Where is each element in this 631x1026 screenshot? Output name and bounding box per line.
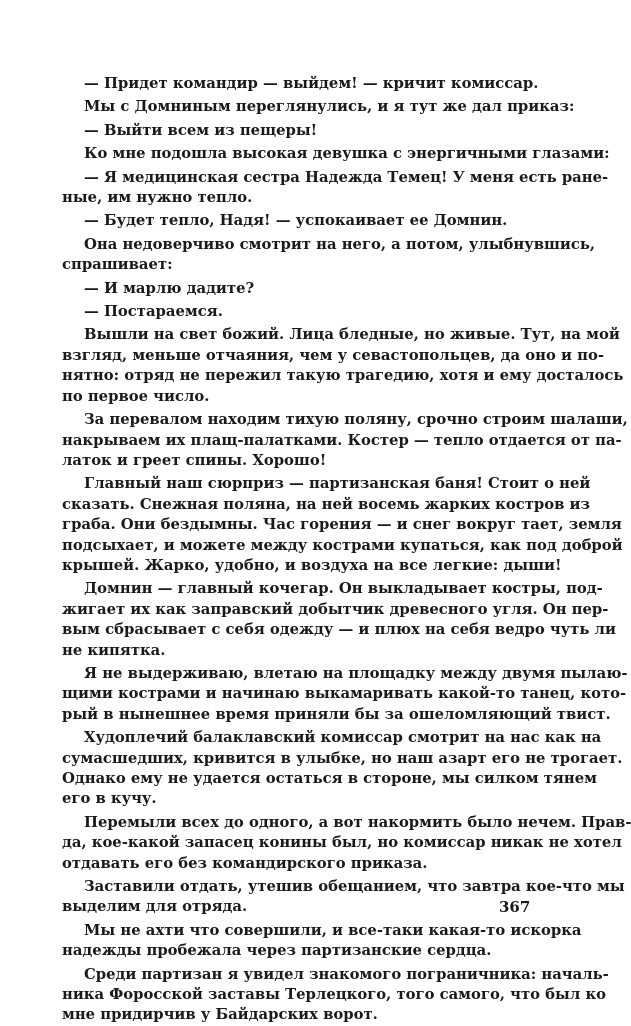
text-line: За перевалом находим тихую поляну, срочно строим шалаши, bbox=[84, 411, 628, 429]
text-line: надежды пробежала через партизанские сердца. bbox=[62, 942, 492, 960]
text-line: — Будет тепло, Надя! — успокаивает ее Домнин. bbox=[84, 212, 508, 230]
text-line: Мы с Домниным переглянулись, и я тут же дал приказ: bbox=[84, 98, 575, 116]
text-line: Она недоверчиво смотрит на него, а потом, улыбнувшись, bbox=[84, 235, 596, 253]
text-line: Мы не ахти что совершили, и все-таки какая-то искорка bbox=[84, 921, 582, 939]
text-line: сумасшедших, кривится в улыбке, но наш азарт его не трогает. bbox=[62, 749, 623, 767]
text-line: Перемыли всех до одного, а вот накормить было нечем. Прав- bbox=[84, 813, 631, 831]
text-line: взгляд, меньше отчаяния, чем у севастопольцев, да оно и по- bbox=[62, 346, 604, 364]
text-line: мне придирчив у Байдарских ворот. bbox=[62, 1006, 378, 1024]
text-line: накрываем их плащ-палатками. Костер — тепло отдается от па- bbox=[62, 431, 622, 449]
text-line: — И марлю дадите? bbox=[84, 279, 255, 297]
text-line: ника Форосской заставы Терлецкого, того самого, что был ко bbox=[62, 986, 607, 1004]
text-line: подсыхает, и можете между кострами купаться, как под доброй bbox=[62, 536, 623, 554]
text-line: — Придет командир — выйдем! — кричит комиссар. bbox=[84, 75, 539, 92]
text-line: по первое число. bbox=[62, 387, 210, 405]
text-line: не кипятка. bbox=[62, 641, 166, 659]
text-line: Домнин — главный кочегар. Он выкладывает костры, под- bbox=[84, 580, 603, 598]
text-line: жигает их как заправский добытчик древесного угля. Он пер- bbox=[62, 600, 609, 618]
text-line: Заставили отдать, утешив обещанием, что завтра кое-что мы bbox=[84, 878, 625, 896]
text-line: Главный наш сюрприз — партизанская баня! Стоит о ней bbox=[84, 475, 591, 493]
text-line: сказать. Снежная поляна, на ней восемь жарких костров из bbox=[62, 495, 590, 513]
text-line: да, кое-какой запасец конины был, но комиссар никак не хотел bbox=[62, 834, 622, 852]
text-line: Вышли на свет божий. Лица бледные, но живые. Тут, на мой bbox=[84, 326, 620, 344]
page-number: 367 bbox=[499, 898, 531, 916]
text-line: вым сбрасывает с себя одежду — и плюх на себя ведро чуть ли bbox=[62, 621, 616, 639]
text-line: его в кучу. bbox=[62, 790, 157, 808]
text-line: выделим для отряда. bbox=[62, 898, 248, 916]
text-line: — Постараемся. bbox=[84, 303, 223, 321]
text-line: — Выйти всем из пещеры! bbox=[84, 121, 318, 139]
text-line: латок и греет спины. Хорошо! bbox=[62, 451, 327, 469]
text-line: Среди партизан я увидел знакомого пограничника: началь- bbox=[84, 965, 609, 983]
text-line: отдавать его без командирского приказа. bbox=[62, 854, 428, 872]
text-line: Худоплечий балаклавский комиссар смотрит на нас как на bbox=[84, 729, 602, 747]
text-line: щими кострами и начинаю выкамаривать какой-то танец, кото- bbox=[62, 685, 627, 703]
text-line: спрашивает: bbox=[62, 256, 173, 274]
text-line: рый в нынешнее время приняли бы за ошеломляющий твист. bbox=[62, 705, 611, 723]
text-line: граба. Они бездымны. Час горения — и снег вокруг тает, земля bbox=[62, 516, 622, 534]
text-line: нятно: отряд не пережил такую трагедию, хотя и ему досталось bbox=[62, 367, 624, 385]
text-line: Я не выдерживаю, влетаю на площадку между двумя пылаю- bbox=[84, 664, 628, 682]
body-text bbox=[62, 74, 631, 1026]
text-line: Ко мне подошла высокая девушка с энергичными глазами: bbox=[84, 145, 610, 163]
text-line: — Я медицинская сестра Надежда Темец! У меня есть ране- bbox=[84, 168, 609, 186]
text-line: крышей. Жарко, удобно, и воздуха на все легкие: дыши! bbox=[62, 556, 562, 574]
text-line: ные, им нужно тепло. bbox=[62, 189, 253, 207]
text-line: Однако ему не удается остаться в стороне, мы силком тянем bbox=[62, 770, 597, 787]
